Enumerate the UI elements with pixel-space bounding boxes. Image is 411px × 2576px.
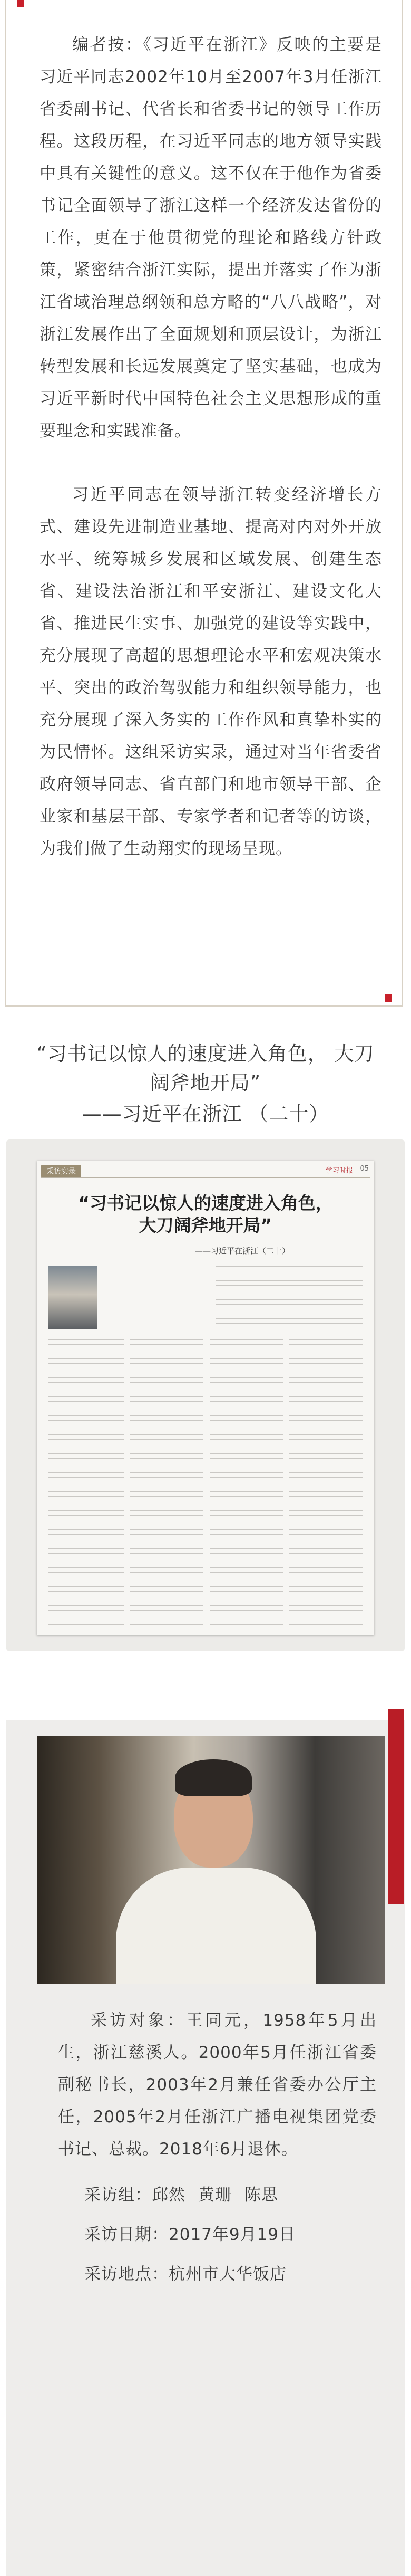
newspaper-page-number: 05 bbox=[360, 1165, 369, 1173]
newspaper-rule bbox=[41, 1177, 370, 1178]
interview-date-value: 2017年9月19日 bbox=[169, 2225, 296, 2244]
interviewee-bio-text: 采访对象：王同元，1958年5月出生，浙江慈溪人。2000年5月任浙江省委副秘书长，2003年2月兼任省委办公厅主任，2005年2月任浙江广播电视集团党委书记、总裁。2018年6月退休。 bbox=[58, 2011, 377, 2159]
headline-subtitle: ——习近平在浙江 （二十） bbox=[82, 1103, 329, 1125]
interview-date bbox=[84, 2221, 296, 2245]
note-corner-marker bbox=[17, 0, 24, 7]
editor-note-paragraph-1: 编者按：《习近平在浙江》反映的主要是习近平同志2002年10月至2007年3月任浙江省委副书记、代省长和省委书记的领导工作历程。这段历程，在习近平同志的地方领导实践中具有关键性的意义。这不仅在于他作为省委书记全面领导了浙江这样一个经济发达省份的工作，更在于他贯彻党的理论和路线方针政策，紧密结合浙江实际，提出并落实了作为浙江省域治理总纲领和总方略的“八八战略”，对浙江发展作出了全面规划和顶层设计，为浙江转型发展和长远发展奠定了坚实基础，也成为习近平新时代中国特色社会主义思想形成的重要理念和实践准备。 bbox=[40, 35, 382, 440]
newspaper-title bbox=[37, 1192, 374, 1237]
headline-title-line-1: “习书记以惊人的速度进入角色， 大刀 bbox=[36, 1042, 375, 1065]
interview-place-label: 采访地点： bbox=[84, 2265, 169, 2284]
photo-hair bbox=[175, 1759, 252, 1796]
editor-note-paragraph-2: 习近平同志在领导浙江转变经济增长方式、建设先进制造业基地、提高对内对外开放水平、统筹城乡发展和区域发展、创建生态省、建设法治浙江和平安浙江、建设文化大省、推进民生实事、加强党的建设等实践中，充分展现了高超的思想理论水平和宏观决策水平、突出的政治驾驭能力和组织领导能力，也充分展现了深入务实的工作作风和真挚朴实的为民情怀。这组采访实录，通过对当年省委省政府领导同志、省直部门和地市领导干部、企业家和基层干部、专家学者和记者等的访谈，为我们做了生动翔实的现场呈现。 bbox=[40, 485, 382, 858]
interview-team-member: 邱然 bbox=[152, 2186, 185, 2205]
newspaper-text-block bbox=[216, 1266, 363, 1329]
newspaper-subtitle: ——习近平在浙江（二十） bbox=[195, 1246, 290, 1256]
interview-team-member: 陈思 bbox=[244, 2186, 278, 2205]
newspaper-section-tab: 采访实录 bbox=[41, 1165, 81, 1177]
photo-shirt bbox=[116, 1868, 316, 1984]
newspaper-title-line-1: “习书记以惊人的速度进入角色， bbox=[78, 1193, 333, 1213]
newspaper-portrait-photo bbox=[48, 1266, 97, 1329]
interview-team-member: 黄珊 bbox=[198, 2186, 232, 2205]
editor-note bbox=[40, 29, 382, 865]
article-headline bbox=[0, 1039, 411, 1128]
newspaper-page-image bbox=[37, 1161, 374, 1635]
interview-date-label: 采访日期： bbox=[84, 2225, 169, 2244]
newspaper-brand: 学习时报 bbox=[325, 1167, 353, 1175]
profile-accent-bar bbox=[388, 1709, 404, 1904]
interviewee-bio bbox=[58, 2005, 377, 2166]
newspaper-column-gutter bbox=[203, 1335, 210, 1625]
newspaper-column-gutter bbox=[124, 1335, 130, 1625]
interview-team bbox=[84, 2181, 278, 2205]
interviewee-photo bbox=[37, 1736, 385, 1984]
note-corner-marker-bottom bbox=[385, 994, 392, 1002]
newspaper-column-gutter bbox=[283, 1335, 289, 1625]
interview-team-label: 采访组： bbox=[84, 2186, 152, 2205]
headline-title-line-2: 阔斧地开局” bbox=[150, 1071, 261, 1094]
newspaper-title-line-2: 大刀阔斧地开局” bbox=[139, 1215, 272, 1236]
interview-place bbox=[84, 2261, 287, 2284]
interview-place-value: 杭州市大华饭店 bbox=[169, 2265, 287, 2284]
